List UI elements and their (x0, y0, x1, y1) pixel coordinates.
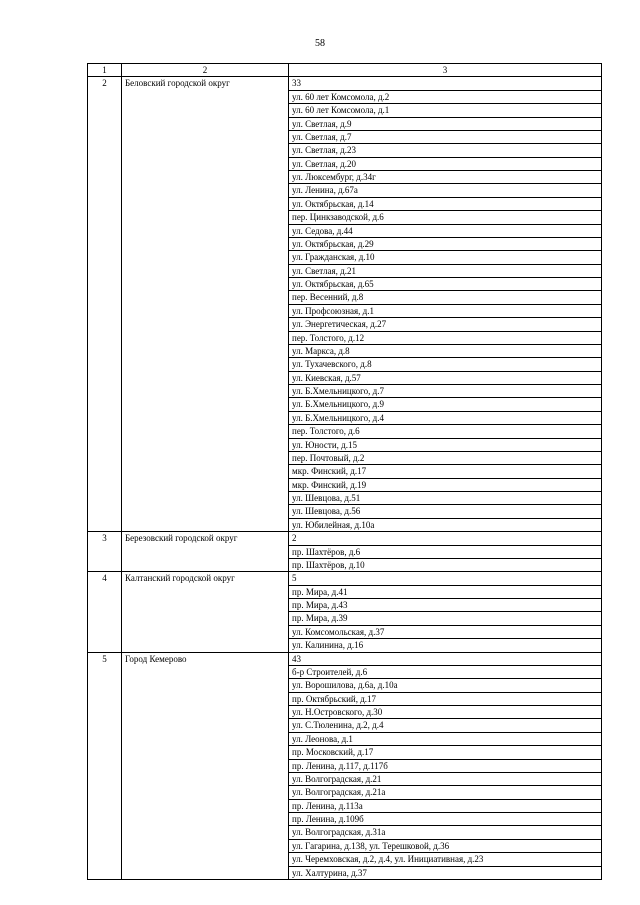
table-row (88, 652, 602, 665)
address-cell: ул. Калинина, д.16 (289, 639, 602, 652)
address-count: 33 (289, 77, 602, 90)
address-cell: ул. Халтурина, д.37 (289, 866, 602, 879)
page-number: 58 (315, 38, 325, 49)
column-header: 3 (289, 64, 602, 77)
address-cell: пер. Почтовый, д.2 (289, 451, 602, 464)
address-cell: ул. Светлая, д.21 (289, 264, 602, 277)
municipality-name: Калтанский городской округ (122, 572, 289, 652)
address-cell: ул. Б.Хмельницкого, д.9 (289, 398, 602, 411)
address-cell: ул. Люксембург, д.34г (289, 171, 602, 184)
address-count: 2 (289, 532, 602, 545)
address-cell: ул. 60 лет Комсомола, д.1 (289, 104, 602, 117)
address-cell: ул. Киевская, д.57 (289, 371, 602, 384)
address-cell: мкр. Финский, д.17 (289, 465, 602, 478)
address-cell: ул. С.Тюленина, д.2, д.4 (289, 719, 602, 732)
address-cell: ул. Шевцова, д.51 (289, 492, 602, 505)
address-cell: пр. Шахтёров, д.6 (289, 545, 602, 558)
table-body (88, 77, 602, 880)
address-cell: пр. Ленина, д.113а (289, 799, 602, 812)
address-count: 5 (289, 572, 602, 585)
address-cell: ул. Волгоградская, д.31а (289, 826, 602, 839)
column-header: 2 (122, 64, 289, 77)
address-cell: ул. Черемховская, д.2, д.4, ул. Инициативная, д.23 (289, 853, 602, 866)
column-header: 1 (88, 64, 122, 77)
address-cell: пер. Весенний, д.8 (289, 291, 602, 304)
municipality-number: 2 (88, 77, 122, 532)
address-cell: ул. Энергетическая, д.27 (289, 318, 602, 331)
address-cell: ул. Ворошилова, д.6а, д.10а (289, 679, 602, 692)
address-cell: ул. Октябрьская, д.14 (289, 197, 602, 210)
address-cell: ул. 60 лет Комсомола, д.2 (289, 90, 602, 103)
address-cell: ул. Комсомольская, д.37 (289, 625, 602, 638)
address-cell: ул. Шевцова, д.56 (289, 505, 602, 518)
address-cell: пр. Ленина, д.109б (289, 813, 602, 826)
municipality-number: 3 (88, 532, 122, 572)
address-cell: пр. Мира, д.41 (289, 585, 602, 598)
address-cell: пер. Цинкзаводской, д.6 (289, 211, 602, 224)
address-cell: ул. Б.Хмельницкого, д.7 (289, 385, 602, 398)
address-cell: пр. Шахтёров, д.10 (289, 558, 602, 571)
address-cell: ул. Волгоградская, д.21 (289, 772, 602, 785)
address-cell: ул. Светлая, д.23 (289, 144, 602, 157)
address-cell: ул. Юности, д.15 (289, 438, 602, 451)
address-cell: мкр. Финский, д.19 (289, 478, 602, 491)
address-cell: ул. Маркса, д.8 (289, 344, 602, 357)
address-cell: б-р Строителей, д.6 (289, 665, 602, 678)
address-cell: пр. Октябрьский, д.17 (289, 692, 602, 705)
municipality-number: 4 (88, 572, 122, 652)
address-cell: пр. Мира, д.39 (289, 612, 602, 625)
address-cell: ул. Светлая, д.9 (289, 117, 602, 130)
address-cell: ул. Профсоюзная, д.1 (289, 304, 602, 317)
address-cell: пер. Толстого, д.12 (289, 331, 602, 344)
municipality-number: 5 (88, 652, 122, 879)
address-cell: ул. Тухачевского, д.8 (289, 358, 602, 371)
address-cell: пер. Толстого, д.6 (289, 425, 602, 438)
municipality-name: Березовский городской округ (122, 532, 289, 572)
address-cell: ул. Светлая, д.20 (289, 157, 602, 170)
address-cell: пр. Московский, д.17 (289, 746, 602, 759)
table-header-row (88, 64, 602, 77)
address-cell: ул. Октябрьская, д.29 (289, 237, 602, 250)
address-cell: пр. Мира, д.43 (289, 599, 602, 612)
table-row (88, 532, 602, 545)
address-cell: ул. Октябрьская, д.65 (289, 278, 602, 291)
municipality-name: Город Кемерово (122, 652, 289, 879)
address-cell: пр. Ленина, д.117, д.117б (289, 759, 602, 772)
address-cell: ул. Светлая, д.7 (289, 130, 602, 143)
address-cell: ул. Б.Хмельницкого, д.4 (289, 411, 602, 424)
table-row (88, 77, 602, 90)
address-cell: ул. Гагарина, д.138, ул. Терешковой, д.36 (289, 839, 602, 852)
address-cell: ул. Волгоградская, д.21а (289, 786, 602, 799)
address-cell: ул. Гражданская, д.10 (289, 251, 602, 264)
municipality-name: Беловский городской округ (122, 77, 289, 532)
address-cell: ул. Ленина, д.67а (289, 184, 602, 197)
address-cell: ул. Н.Островского, д.30 (289, 706, 602, 719)
address-cell: ул. Седова, д.44 (289, 224, 602, 237)
address-table (87, 63, 602, 880)
address-cell: ул. Леонова, д.1 (289, 732, 602, 745)
address-cell: ул. Юбилейная, д.10а (289, 518, 602, 531)
table-row (88, 572, 602, 585)
address-count: 43 (289, 652, 602, 665)
